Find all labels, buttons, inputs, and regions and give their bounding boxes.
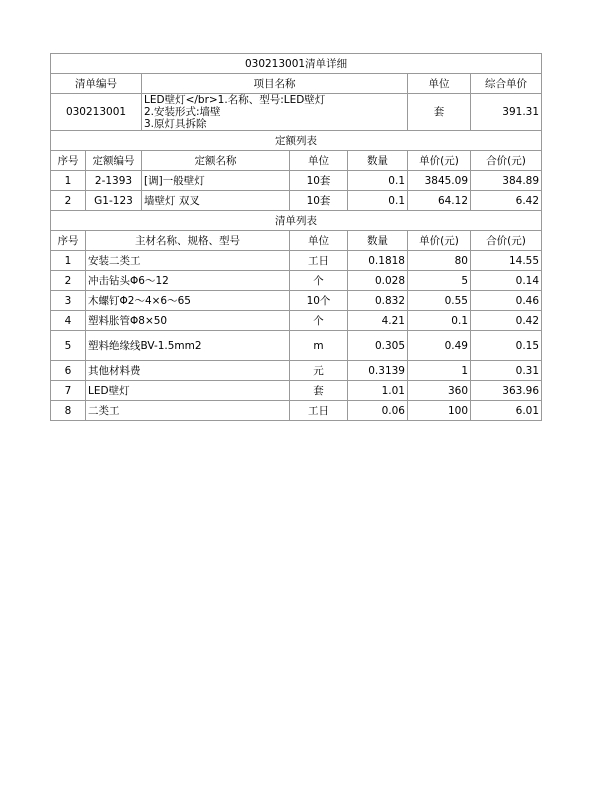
quota-cell: G1-123 <box>86 191 142 211</box>
material-cell: 0.42 <box>471 311 542 331</box>
quota-col-header: 定额编号 <box>86 151 142 171</box>
quota-col-header: 定额名称 <box>142 151 290 171</box>
material-cell: 其他材料费 <box>86 361 290 381</box>
material-cell: 363.96 <box>471 381 542 401</box>
material-cell: 3 <box>51 291 86 311</box>
material-row <box>51 401 542 421</box>
item-unit: 套 <box>408 94 471 131</box>
material-cell: 0.06 <box>348 401 408 421</box>
materials-section-title: 清单列表 <box>51 211 542 231</box>
material-cell: 80 <box>408 251 471 271</box>
material-cell: 0.305 <box>348 331 408 361</box>
quota-col-header: 序号 <box>51 151 86 171</box>
material-cell: 0.3139 <box>348 361 408 381</box>
table-title: 030213001清单详细 <box>51 54 542 74</box>
name-header: 项目名称 <box>142 74 408 94</box>
material-row <box>51 291 542 311</box>
material-cell: 4.21 <box>348 311 408 331</box>
material-cell: 1 <box>51 251 86 271</box>
material-cell: LED壁灯 <box>86 381 290 401</box>
quota-cell: 6.42 <box>471 191 542 211</box>
material-row <box>51 271 542 291</box>
material-cell: 0.49 <box>408 331 471 361</box>
materials-header-row <box>51 231 542 251</box>
quota-cell: 64.12 <box>408 191 471 211</box>
material-cell: 工日 <box>290 251 348 271</box>
material-cell: 5 <box>408 271 471 291</box>
material-cell: 个 <box>290 271 348 291</box>
quota-cell: 2 <box>51 191 86 211</box>
material-cell: 木螺钉Φ2～4×6～65 <box>86 291 290 311</box>
material-cell: 360 <box>408 381 471 401</box>
unit-header: 单位 <box>408 74 471 94</box>
material-cell: 5 <box>51 331 86 361</box>
material-row <box>51 311 542 331</box>
material-row <box>51 361 542 381</box>
code-header: 清单编号 <box>51 74 142 94</box>
material-row <box>51 381 542 401</box>
material-cell: 100 <box>408 401 471 421</box>
price-header: 综合单价 <box>471 74 542 94</box>
quota-col-header: 单位 <box>290 151 348 171</box>
item-code: 030213001 <box>51 94 142 131</box>
material-cell: 4 <box>51 311 86 331</box>
materials-col-header: 合价(元) <box>471 231 542 251</box>
item-description <box>142 94 408 131</box>
material-cell: 0.46 <box>471 291 542 311</box>
material-cell: 塑料胀管Φ8×50 <box>86 311 290 331</box>
material-cell: 套 <box>290 381 348 401</box>
material-cell: 6.01 <box>471 401 542 421</box>
materials-col-header: 数量 <box>348 231 408 251</box>
material-cell: 安装二类工 <box>86 251 290 271</box>
quota-cell: 10套 <box>290 191 348 211</box>
materials-col-header: 单位 <box>290 231 348 251</box>
material-row <box>51 251 542 271</box>
material-cell: 元 <box>290 361 348 381</box>
item-desc-line2: 2.安装形式:墙壁 <box>144 106 221 118</box>
material-cell: 6 <box>51 361 86 381</box>
quota-cell: 3845.09 <box>408 171 471 191</box>
material-cell: 0.31 <box>471 361 542 381</box>
quota-cell: 墙壁灯 双叉 <box>142 191 290 211</box>
material-row <box>51 331 542 361</box>
material-cell: 7 <box>51 381 86 401</box>
quota-cell: 2-1393 <box>86 171 142 191</box>
materials-col-header: 主材名称、规格、型号 <box>86 231 290 251</box>
material-cell: 14.55 <box>471 251 542 271</box>
material-cell: 0.1818 <box>348 251 408 271</box>
material-cell: 0.55 <box>408 291 471 311</box>
material-cell: 8 <box>51 401 86 421</box>
item-desc-line3: 3.原灯具拆除 <box>144 118 207 130</box>
material-cell: 0.14 <box>471 271 542 291</box>
material-cell: 10个 <box>290 291 348 311</box>
material-cell: 冲击钻头Φ6～12 <box>86 271 290 291</box>
quota-row <box>51 191 542 211</box>
material-cell: 0.15 <box>471 331 542 361</box>
quota-row <box>51 171 542 191</box>
quota-col-header: 数量 <box>348 151 408 171</box>
material-cell: 0.1 <box>408 311 471 331</box>
material-cell: 0.028 <box>348 271 408 291</box>
materials-col-header: 单价(元) <box>408 231 471 251</box>
item-price: 391.31 <box>471 94 542 131</box>
quota-cell: 0.1 <box>348 171 408 191</box>
quota-header-row <box>51 151 542 171</box>
material-cell: 1.01 <box>348 381 408 401</box>
material-cell: 工日 <box>290 401 348 421</box>
quota-col-header: 单价(元) <box>408 151 471 171</box>
quota-cell: 0.1 <box>348 191 408 211</box>
quota-cell: 10套 <box>290 171 348 191</box>
material-cell: 0.832 <box>348 291 408 311</box>
quota-cell: 1 <box>51 171 86 191</box>
material-cell: m <box>290 331 348 361</box>
material-cell: 1 <box>408 361 471 381</box>
item-desc-line1: LED壁灯</br>1.名称、型号:LED壁灯 <box>144 94 326 106</box>
material-cell: 个 <box>290 311 348 331</box>
material-cell: 塑料绝缘线BV-1.5mm2 <box>86 331 290 361</box>
detail-table <box>50 53 542 421</box>
quota-col-header: 合价(元) <box>471 151 542 171</box>
materials-col-header: 序号 <box>51 231 86 251</box>
quota-cell: 384.89 <box>471 171 542 191</box>
material-cell: 2 <box>51 271 86 291</box>
material-cell: 二类工 <box>86 401 290 421</box>
quota-cell: [调]一般壁灯 <box>142 171 290 191</box>
quota-section-title: 定额列表 <box>51 131 542 151</box>
